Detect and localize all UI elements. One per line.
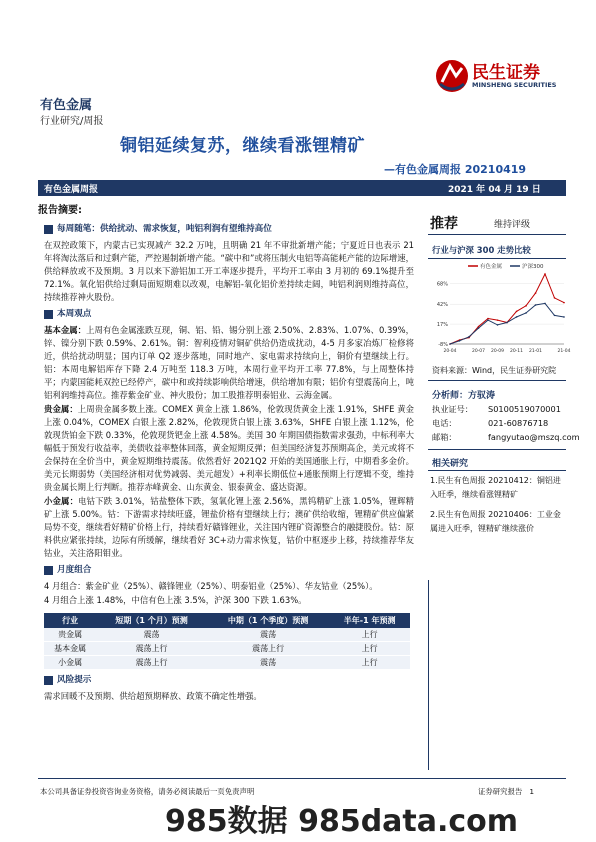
- y-tick-label: 42%: [436, 302, 448, 309]
- data-point: [506, 322, 508, 324]
- data-point: [554, 315, 556, 317]
- table-header-row: [44, 613, 410, 628]
- logo-en: MINSHENG SECURITIES: [472, 81, 557, 89]
- summary-column: [38, 204, 414, 704]
- x-tick-label: 20-04: [443, 349, 457, 354]
- data-point: [516, 316, 518, 318]
- footer-divider: [38, 778, 566, 779]
- bullet-square-icon: [44, 566, 53, 575]
- info-value: S0100519070001: [488, 404, 561, 414]
- base-metal-paragraph: 基本金属：上周有色金属涨跌互现，铜、铝、铅、锡分别上涨 2.50%、2.83%、1.07%、0.39%，锌、镍分别下跌 0.59%、2.61%。铜：智利疫情对铜矿供给仍造成扰动，4-5 月多家冶炼厂检修将近，供给扰动明显；国内订单 Q2 逐步落地，同时地产、家电需求持续向上，铜价有望继续上行。铝：本周电解铝库存下降 2.4 万吨至 118.3 万吨，本周行业平均开工率 77.8%，与上周整体持平；内蒙国能耗双控已经停产，碳中和或持续影响供给增速，供给增加有限；铝价有望震荡向上，吨铝利润维持高位。推荐紫金矿业、神火股份；加工股推荐明泰铝业、云海金属。: [44, 325, 414, 400]
- weekly-heading: 每周随笔：供给扰动、需求恢复，吨铝利润有望维持高位: [44, 223, 414, 236]
- x-tick-label: 21-01: [528, 349, 543, 354]
- rating-label: 推荐: [430, 216, 458, 232]
- analyst-heading: 分析师：方驭涛: [432, 391, 496, 401]
- page-number: 1: [529, 787, 535, 796]
- portfolio-text-2: 4 月组合上涨 1.48%，中信有色上涨 3.5%，沪深 300 下跌 1.63%。: [44, 595, 307, 605]
- table-header-cell: 短期（1 个月）预测: [96, 613, 207, 628]
- info-label: 电话：: [432, 418, 457, 428]
- watermark: 985数据 985data.com: [165, 804, 519, 839]
- table-cell: 震荡: [207, 628, 329, 642]
- table-row: [44, 642, 410, 656]
- bullet-square-icon: [44, 310, 53, 319]
- table-header-cell: 半年-1 年预测: [329, 613, 410, 628]
- y-tick-label: 68%: [436, 281, 448, 288]
- related-item[interactable]: 1.民生有色周报 20210412：铜铝进入旺季，继续看涨锂精矿: [430, 476, 561, 499]
- trend-chart: [428, 260, 571, 360]
- chart-title: 行业与沪深 300 走势比较: [432, 245, 531, 255]
- report-subtitle: —有色金属周报 20210419: [384, 163, 527, 176]
- email-link[interactable]: fangyutao@mszq.com: [488, 432, 580, 442]
- data-point: [544, 273, 546, 275]
- info-value: 021-60876718: [488, 418, 549, 428]
- data-point: [544, 303, 546, 305]
- report-type: 行业研究/周报: [40, 116, 104, 127]
- table-cell: 贵金属: [44, 628, 96, 642]
- portfolio-text-1: 4 月组合：紫金矿业（25%）、赣锋锂业（25%）、明泰铝业（25%）、华友钴业（25%）。: [44, 581, 378, 591]
- bullet-square-icon: [44, 676, 53, 685]
- footer-disclaimer: 本公司具备证券投资咨询业务资格，请务必阅读最后一页免责声明: [40, 787, 255, 796]
- chart-source: 资料来源：Wind，民生证券研究院: [432, 366, 557, 375]
- x-tick-label: 21-04: [557, 349, 571, 354]
- table-header-cell: 中期（1 个季度）预测: [207, 613, 329, 628]
- divider: [428, 380, 566, 381]
- view-heading: 本周观点: [44, 308, 414, 321]
- company-logo: [432, 54, 572, 98]
- data-point: [459, 340, 461, 342]
- data-point: [563, 316, 565, 318]
- logo-cn: 民生证券: [472, 63, 540, 83]
- table-cell: 震荡上行: [96, 656, 207, 670]
- report-title: 铜铝延续复苏，继续看涨锂精矿: [120, 136, 365, 156]
- y-tick-label: -8%: [438, 342, 448, 348]
- table-cell: 震荡上行: [96, 642, 207, 656]
- data-point: [497, 324, 499, 326]
- x-tick-label: 20-07: [471, 349, 486, 354]
- related-item[interactable]: 2.民生有色周报 20210406：工业金属进入旺季，锂精矿继续涨价: [430, 510, 561, 533]
- weekly-text: 在双控政策下，内蒙古已实现减产 32.2 万吨，且明确 21 年不审批新增产能；宁夏近日也表示 21 年将淘汰落后和过剩产能，严控遏制新增产能。“碳中和”或将压制火电铝等高能耗产能的边际增速，供给释放或不及预期。3 月以来下游铝加工开工率逐步提升，平均开工率由 3 月初的 69.1%提升至 72.1%。氧化铝供给过剩局面短期难以改观，电解铝-氧化铝价差持续走阔，吨铝利润则维持高位，持续推荐神火股份。: [44, 240, 414, 302]
- data-point: [554, 297, 556, 299]
- data-point: [468, 336, 470, 338]
- rating-value: 维持评级: [494, 220, 531, 230]
- minor-metal-paragraph: 小金属：电钴下跌 3.01%，钴盐整体下跌，氢氧化锂上涨 2.56%，黑钨精矿上涨 1.05%，锂辉精矿上涨 5.00%。钴：下游需求持续旺盛，锂盐价格有望继续上行；澳矿供给收缩，锂精矿供应偏紧局势不变，继续看好精矿价格上行，持续看好赣锋锂业，关注国内锂矿资源整合的融捷股份。钴：原料供应紧张持续，边际有所缓解，继续看好 3C+动力需求恢复，钴价中枢逐步上移，持续推荐华友钴业，关注洛阳钼业。: [44, 496, 415, 558]
- table-cell: 震荡上行: [207, 642, 329, 656]
- related-list: [430, 474, 568, 536]
- divider: [428, 258, 566, 259]
- table-cell: 基本金属: [44, 642, 96, 656]
- table-cell: 上行: [329, 642, 410, 656]
- data-point: [487, 318, 489, 320]
- data-point: [497, 319, 499, 321]
- risk-text: 需求回暖不及预期、供给超预期释放、政策不确定性增强。: [44, 691, 262, 701]
- summary-heading: 报告摘要:: [38, 205, 82, 216]
- data-point: [535, 304, 537, 306]
- footer-label: 证券研究报告 1: [478, 787, 535, 796]
- report-date: 2021 年 04 月 19 日: [448, 185, 541, 195]
- bar-left-label: 有色金属周报: [44, 185, 99, 195]
- bullet-square-icon: [44, 225, 53, 234]
- table-cell: 上行: [329, 628, 410, 642]
- legend-label: 有色金属: [480, 264, 503, 270]
- x-tick-label: 20-09: [490, 349, 505, 354]
- forecast-table: [44, 613, 410, 670]
- table-cell: 震荡: [207, 656, 329, 670]
- data-point: [478, 327, 480, 329]
- data-point: [525, 305, 527, 307]
- x-tick-label: 20-11: [509, 349, 524, 354]
- data-point: [563, 302, 565, 304]
- sidebar-rule: [428, 580, 429, 770]
- table-cell: 上行: [329, 656, 410, 670]
- data-point: [487, 319, 489, 321]
- portfolio-heading: 月度组合: [44, 564, 414, 577]
- data-point: [525, 312, 527, 314]
- related-heading: 相关研究: [432, 459, 469, 469]
- table-row: [44, 656, 410, 670]
- info-label: 邮箱：: [432, 432, 457, 442]
- precious-metal-paragraph: 贵金属：上周贵金属多数上涨。COMEX 黄金上涨 1.86%，伦敦现货黄金上涨 1.91%，SHFE 黄金上涨 0.04%，COMEX 白银上涨 2.82%，伦敦现货白银上涨 3.63%，SHFE 白银上涨 1.12%，伦敦现货铂金下跌 0.33%，伦敦现货钯金上涨 4.58%。美国 30 年期国债指数需求强劲，中标利率大幅低于预发行收益率，美债收益率整体回落，黄金短期反弹；但美国经济复苏预期高企，美元或将不会保持在全价当中，黄金短期维持震荡。依然看好 2021Q2 开始的美国通胀上行，中期看多金价。美元长期弱势（美国经济相对优势减弱、美元超发）+利率长期低位+通胀预期上行逻辑不变，维持贵金属长期上行判断。推荐赤峰黄金、山东黄金、银泰黄金、盛达资源。: [44, 404, 415, 492]
- data-point: [449, 343, 451, 345]
- divider: [428, 470, 566, 471]
- divider: [428, 449, 566, 450]
- info-label: 执业证号：: [432, 404, 473, 414]
- legend-label: 沪深300: [522, 264, 544, 270]
- divider: [428, 234, 566, 235]
- series-line: [450, 274, 564, 344]
- data-point: [535, 292, 537, 294]
- series-line: [450, 303, 564, 344]
- y-tick-label: 17%: [436, 322, 448, 329]
- data-point: [516, 311, 518, 313]
- table-header-cell: 行业: [44, 613, 96, 628]
- table-cell: 震荡: [96, 628, 207, 642]
- sector-title: 有色金属: [40, 98, 93, 113]
- table-row: [44, 628, 410, 642]
- table-cell: 小金属: [44, 656, 96, 670]
- risk-heading: 风险提示: [44, 674, 414, 687]
